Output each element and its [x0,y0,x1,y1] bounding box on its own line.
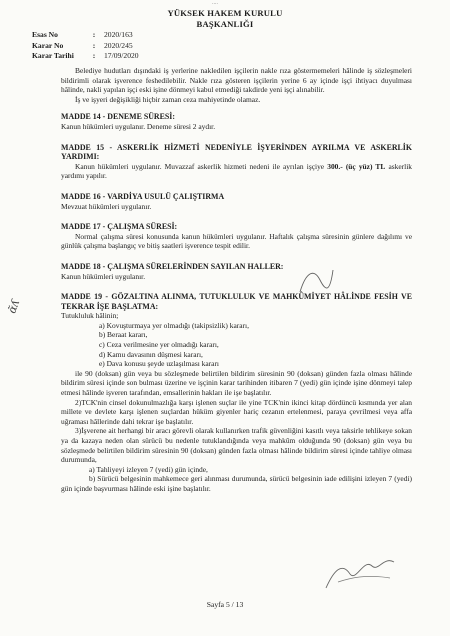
karar-tarihi-value: 17/09/2020 [104,51,139,61]
article-17-title: MADDE 17 - ÇALIŞMA SÜRESİ: [61,222,178,232]
list-item: a) Kovuşturmaya yer olmadığı (takipsizlik) kararı, [99,320,249,330]
article-18-text: Kanun hükümleri uygulanır. [61,271,146,281]
signature-mark [320,548,400,598]
institution-name: YÜKSEK HAKEM KURULU [167,8,283,18]
karar-no-value: 2020/245 [104,40,133,50]
top-mark: .... [212,0,218,6]
list-item: c) Ceza verilmesine yer olmadığı kararı, [99,340,219,350]
intro-paragraph-2: İş ve işyeri değişikliği hiçbir zaman ceza mahiyetinde olamaz. [75,94,261,104]
article-15-text: Kanun hükümleri uygulanır. Muvazzaf askerlik hizmeti nedeni ile ayrılan işçiye 300.- (üç yüz) TL askerlik yardımı yapılır. [61,161,413,181]
article-18-title: MADDE 18 - ÇALIŞMA SÜRELERİNDEN SAYILAN HALLER: [61,261,284,271]
article-16-title: MADDE 16 - VARDİYA USULÜ ÇALIŞTIRMA [61,191,225,201]
case-meta [32,30,139,62]
meta-row-tarih: Karar Tarihi : 17/09/2020 [32,51,139,61]
article-19-lead: Tutukluluk hâlinin; [61,311,119,321]
esas-no-value: 2020/163 [104,30,133,39]
article-17-text: Normal çalışma süresi konusunda kanun hükümleri uygulanır. Haftalık çalışma süresinin günlere dağılımı ve günlük çalışma başlangıç ve bitiş saatleri işverence tespit edilir. [61,231,412,251]
intro-paragraph: Belediye hudutları dışındaki iş yerlerine nakledilen işçilerin nakle rıza göstermemeleri hâlinde iş sözleşmeleri bildirimli olarak işverence feshedilebilir. Nakle rıza gösteren işçilerin yerine 6 ay içinde işçi ihtiyacı duyulması hâlinde, nakli yapılan işçi eski işine dönmeyi kabul etmediği takdirde yeni işçi alınabilir. [61,66,412,95]
meta-row-karar: Karar No : 2020/245 [32,40,133,50]
list-item: e) Dava konusu şeyde uzlaşılması kararı [99,359,219,369]
margin-initials: ɑ̃ʎ [5,297,23,316]
article-19-sub-a: a) Tahliyeyi izleyen 7 (yedi) gün içinde, [89,464,208,474]
article-19-paragraph-1: ile 90 (doksan) gün veya bu sözleşmede belirtilen bildirim süresinin 90 (doksan) günden fazla olması hâlinde bildirim süresi içinde son bulması üzerine ve işçinin karar tarihinden itibaren 7 (yedi) gün içinde işine dönmeyi talep etmesi hâlinde işveren tarafından, emsallerinin hakları ile işe başlatılır. [61,368,412,398]
article-19-paragraph-2: 2)TCK'nin cinsel dokunulmazlığa karşı işlenen suçlar ile yine TCK'nin ikinci kitap dördüncü kısmında yer alan millete ve devlete karşı işlenen suçlardan hüküm giyenler hariç cezanın ertelenmesi, paraya çevrilmesi veya affa uğraması hâllerinde dahi tekrar işe başlatılır. [61,397,412,426]
list-item: d) Kamu davasının düşmesi kararı, [99,349,203,359]
institution-subtitle: BAŞKANLIĞI [196,19,254,29]
article-15-title: MADDE 15 - ASKERLİK HİZMETİ NEDENİYLE İŞYERİNDEN AYRILMA VE ASKERLİK YARDIMI: [61,142,412,162]
article-14-title: MADDE 14 - DENEME SÜRESİ: [61,112,175,122]
article-16-text: Mevzuat hükümleri uygulanır. [61,201,152,211]
document-body [61,66,412,494]
article-19-paragraph-3: 3)İşverene ait herhangi bir aracı görevli olarak kullanırken trafik güvenliğini kasıtlı veya taksirle tehlikeye sokan ya da kazaya neden olan sürücü bu nedenle tutuklandığında veya mahkûm olduğunda 90 (doksan) gün veya bu sözleşmede belirtilen bildirim süresinin 90 (doksan) günden fazla olması hâlinde bildirim süresi içinde tahliye olması durumunda, [61,426,412,465]
page-number: Sayfa 5 / 13 [206,600,244,609]
meta-row-esas: Esas No : 2020/163 [32,30,133,39]
article-14-text: Kanun hükümleri uygulanır. Deneme süresi 2 aydır. [61,121,216,131]
article-19-title: MADDE 19 - GÖZALTINA ALINMA, TUTUKLULUK VE MAHKÛMİYET HÂLİNDE FESİH VE TEKRAR İŞE BAŞLATMA: [61,292,412,311]
military-aid-amount: 300.- (üç yüz) TL [327,161,386,171]
article-19-sub-b: b) Sürücü belgesinin mahkemece geri alınması durumunda, sürücü belgesinin iade edilişini izleyen 7 (yedi) gün içinde başvurması hâlinde eski işine başlatılır. [61,474,412,493]
list-item: b) Beraat kararı, [99,330,148,340]
